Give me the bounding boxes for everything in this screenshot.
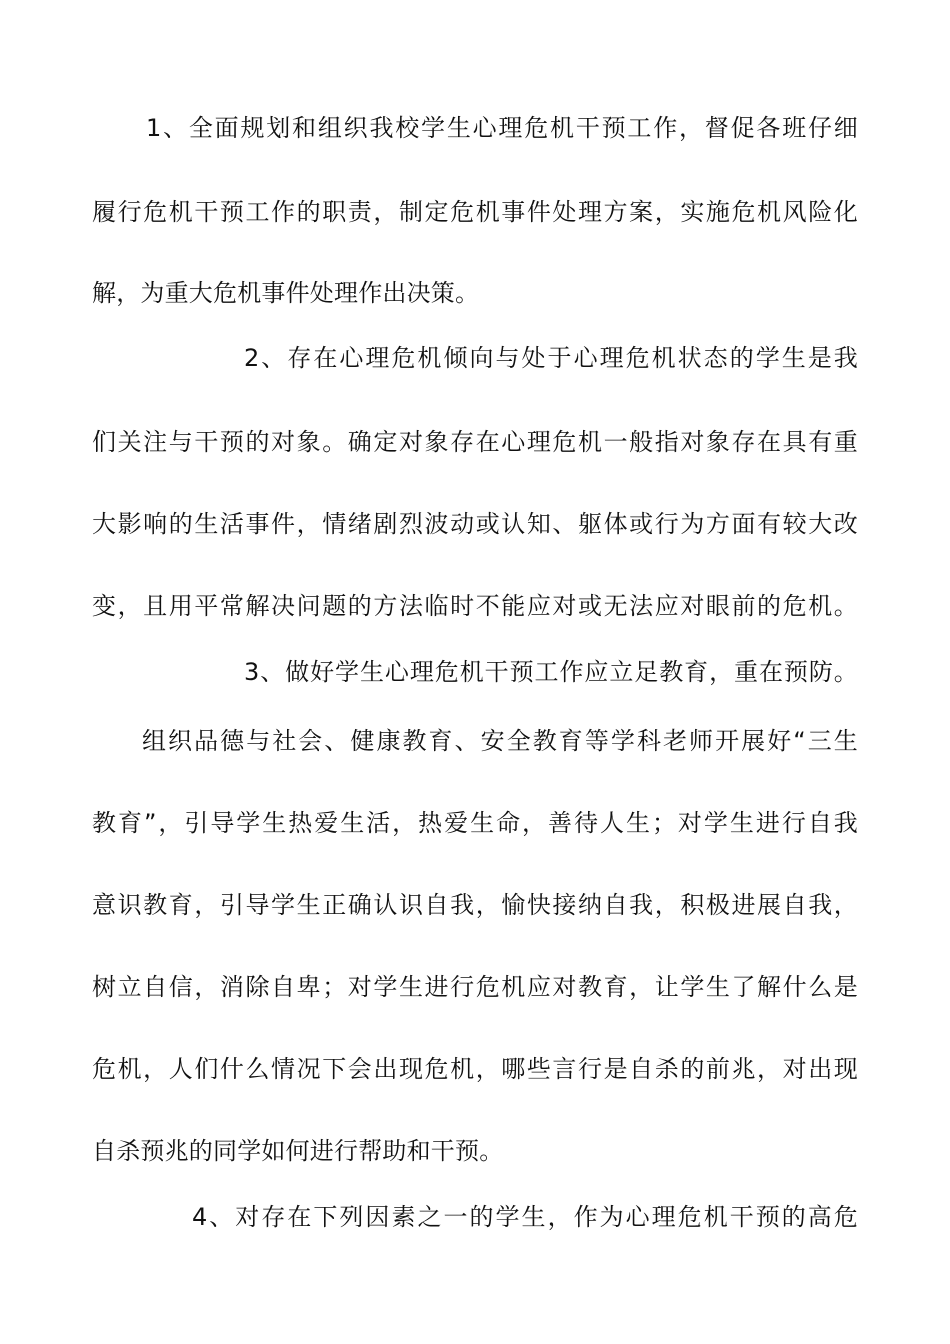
paragraph-2-line-2: 们关注与干预的对象。确定对象存在心理危机一般指对象存在具有重	[92, 428, 858, 456]
paragraph-2-line-3: 大影响的生活事件，情绪剧烈波动或认知、躯体或行为方面有较大改	[92, 510, 858, 538]
paragraph-5-line-1: 4、对存在下列因素之一的学生，作为心理危机干预的高危	[192, 1203, 858, 1231]
paragraph-2-line-4: 变，且用平常解决问题的方法临时不能应对或无法应对眼前的危机。	[92, 592, 858, 620]
paragraph-4-line-1: 组织品德与社会、健康教育、安全教育等学科老师开展好“三生	[142, 727, 858, 755]
paragraph-1-line-2: 履行危机干预工作的职责，制定危机事件处理方案，实施危机风险化	[92, 198, 858, 226]
paragraph-4-line-6: 自杀预兆的同学如何进行帮助和干预。	[92, 1137, 504, 1165]
paragraph-4-line-5: 危机，人们什么情况下会出现危机，哪些言行是自杀的前兆，对出现	[92, 1055, 858, 1083]
paragraph-2-line-1: 2、存在心理危机倾向与处于心理危机状态的学生是我	[244, 344, 858, 372]
paragraph-4-line-3: 意识教育，引导学生正确认识自我，愉快接纳自我，积极进展自我，	[92, 891, 858, 919]
paragraph-3-line-1: 3、做好学生心理危机干预工作应立足教育，重在预防。	[244, 658, 858, 686]
paragraph-1-line-3: 解，为重大危机事件处理作出决策。	[92, 279, 480, 307]
paragraph-4-line-4: 树立自信，消除自卑；对学生进行危机应对教育，让学生了解什么是	[92, 973, 858, 1001]
paragraph-1-line-1: 1、全面规划和组织我校学生心理危机干预工作，督促各班仔细	[146, 114, 858, 142]
paragraph-4-line-2: 教育”，引导学生热爱生活，热爱生命，善待人生；对学生进行自我	[92, 809, 858, 837]
